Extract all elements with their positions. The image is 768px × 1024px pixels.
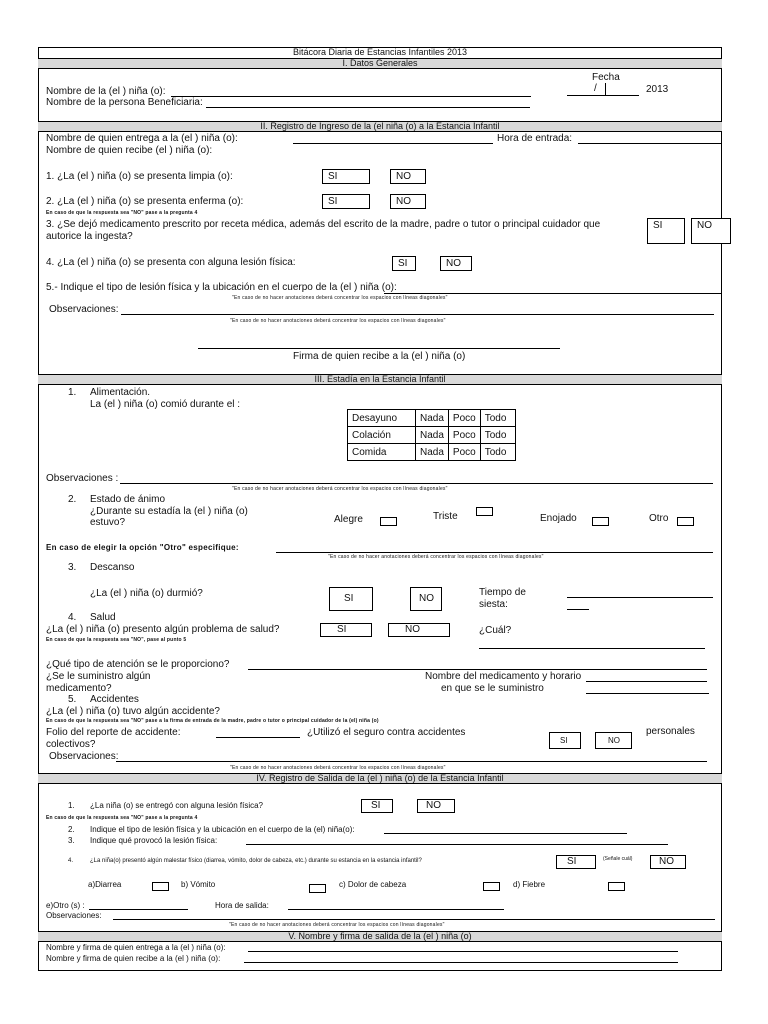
receives-signature-label: Nombre y firma de quien recibe a la (el ) niña (o): [46, 954, 221, 963]
mood-triste-label: Triste [433, 511, 458, 522]
food-title: Alimentación. [90, 387, 151, 398]
mood-title: Estado de ánimo [90, 494, 166, 505]
meal-table [347, 409, 516, 461]
q2-sick-label: 2. ¿La (el ) niña (o) se presenta enferma (o): [46, 196, 244, 207]
q3-medicine-label-cont: autorice la ingesta? [46, 231, 133, 242]
symptom-headache-checkbox[interactable] [483, 882, 500, 891]
exit-q4-label: ¿La niña(o) presentó algún malestar físico (diarrea, vómito, dolor de cabeza, etc.) durante su estancia en la estancia infantil? [90, 858, 422, 864]
which-label: ¿Cuál? [479, 625, 512, 636]
form-title: Bitácora Diaria de Estancias Infantiles 2013 [292, 47, 468, 57]
mood-otro-checkbox[interactable] [677, 517, 694, 526]
diagonal-note-3: "En caso de no hacer anotaciones deberá concentrar los espacios con líneas diagonales" [232, 486, 448, 492]
diagonal-note-4: "En caso de no hacer anotaciones deberá concentrar los espacios con líneas diagonales" [328, 554, 544, 560]
meal-option-poco[interactable]: Poco [448, 410, 480, 427]
other-symptom-line[interactable] [89, 909, 188, 910]
insurance-si-box[interactable]: SI [549, 732, 581, 749]
accident-observations-label: Observaciones: [49, 751, 119, 762]
other-specify-label: En caso de elegir la opción "Otro" especifique: [46, 543, 239, 552]
exit-observations-label: Observaciones: [46, 911, 102, 920]
care-line[interactable] [248, 669, 707, 670]
accident-observations-line[interactable] [116, 761, 707, 762]
food-question: La (el ) niña (o) comió durante el : [90, 399, 241, 410]
received-by-label: Nombre de quien recibe (el ) niña (o): [46, 145, 213, 156]
folio-line[interactable] [216, 737, 300, 738]
mood-question: ¿Durante su estadía la (el ) niña (o) [90, 506, 248, 517]
entry-time-label: Hora de entrada: [497, 133, 573, 144]
rest-title: Descanso [90, 562, 135, 573]
med-name-label: Nombre del medicamento y horario [425, 671, 582, 682]
other-specify-line[interactable] [276, 552, 713, 553]
symptom-vomito-label: b) Vómito [181, 880, 216, 889]
symptom-headache-label: c) Dolor de cabeza [339, 880, 407, 889]
section-registro-salida: IV. Registro de Salida de la (el ) niña (o) de la Estancia Infantil [38, 773, 722, 784]
mood-alegre-checkbox[interactable] [380, 517, 397, 526]
num-5: 5. [68, 694, 77, 705]
meal-option-todo[interactable]: Todo [480, 444, 515, 461]
collective-label: colectivos? [46, 739, 96, 750]
which-line[interactable] [479, 648, 705, 649]
exit-q2-line[interactable] [384, 833, 627, 834]
mood-question-cont: estuvo? [90, 517, 126, 528]
num-2: 2. [68, 494, 77, 505]
health-question: ¿La (el ) niña (o) presento algún problema de salud? [46, 624, 280, 635]
mood-alegre-label: Alegre [334, 514, 363, 525]
exit-note: En caso de que la respuesta sea "NO" pase a la pregunta 4 [46, 815, 198, 821]
exit-q3-line[interactable] [246, 844, 668, 845]
nap-time-line[interactable] [567, 597, 713, 598]
q2-si-box[interactable]: SI [322, 194, 370, 209]
q5-injury-line[interactable] [384, 293, 722, 294]
q4-no-box[interactable]: NO [440, 256, 472, 271]
section-firma-salida: V. Nombre y firma de salida de la (el ) niña (o) [38, 931, 722, 942]
child-name-label: Nombre de la (el ) niña (o): [46, 86, 166, 97]
mood-enojado-checkbox[interactable] [592, 517, 609, 526]
meal-row [348, 427, 516, 444]
q4-injury-label: 4. ¿La (el ) niña (o) se presenta con alguna lesión física: [46, 257, 296, 268]
accident-note: En caso de que la respuesta sea "NO" pase a la firma de entrada de la madre, padre o tutor o principal cuidador de la (el) niña (o) [46, 718, 379, 724]
exit-q1-no-box[interactable]: NO [417, 799, 455, 813]
q2-no-box[interactable]: NO [390, 194, 426, 209]
entry-observations-line[interactable] [121, 314, 714, 315]
beneficiary-line[interactable] [206, 107, 530, 108]
delivers-signature-line[interactable] [248, 951, 678, 952]
symptom-vomito-checkbox[interactable] [309, 884, 326, 893]
delivered-by-line[interactable] [293, 143, 493, 144]
q4-si-box[interactable]: SI [392, 256, 416, 271]
q1-no-box[interactable]: NO [390, 169, 426, 184]
exit-observations-line[interactable] [113, 919, 715, 920]
diagonal-note-1: "En caso de no hacer anotaciones deberá concentrar los espacios con líneas diagonales" [232, 295, 448, 301]
meal-row [348, 444, 516, 461]
insurance-no-box[interactable]: NO [595, 732, 632, 749]
health-title: Salud [90, 612, 116, 623]
med-name-label-cont: en que se le suministro [441, 683, 544, 694]
exit-time-label: Hora de salida: [215, 901, 269, 910]
num-3: 3. [68, 562, 77, 573]
exit-q1-label: ¿La niña (o) se entregó con alguna lesión física? [90, 801, 263, 810]
meal-name: Colación [348, 427, 416, 444]
meal-option-todo[interactable]: Todo [480, 410, 515, 427]
health-si-box[interactable]: SI [320, 623, 372, 637]
year-label: 2013 [646, 84, 669, 95]
section-datos-generales: I. Datos Generales [38, 58, 722, 69]
num-1: 1. [68, 387, 77, 398]
meal-row [348, 410, 516, 427]
meal-name: Desayuno [348, 410, 416, 427]
note-skip-q4: En caso de que la respuesta sea "NO" pase a la pregunta 4 [46, 210, 198, 216]
beneficiary-label: Nombre de la persona Beneficiaria: [46, 97, 203, 108]
exit-q2-label: Indique el tipo de lesión física y la ubicación en el cuerpo de la (el) niña(o): [90, 825, 355, 834]
q3-no-box[interactable]: NO [691, 218, 731, 244]
exit-num-2: 2. [68, 825, 75, 834]
personal-label: personales [646, 726, 695, 737]
nap-time-label-cont: siesta: [479, 599, 508, 610]
exit-q1-si-box[interactable]: SI [361, 799, 393, 813]
med-time-line[interactable] [586, 693, 709, 694]
signature-line[interactable] [198, 348, 560, 349]
q3-medicine-label: 3. ¿Se dejó medicamento prescrito por receta médica, además del escrito de la madre, padre o tutor o principal cuidador que [46, 219, 601, 230]
exit-time-line[interactable] [288, 909, 504, 910]
diagonal-note-2: "En caso de no hacer anotaciones deberá concentrar los espacios con líneas diagonales" [230, 318, 446, 324]
stay-observations-label: Observaciones : [46, 473, 119, 484]
date-label: Fecha [592, 72, 620, 83]
care-question: ¿Qué tipo de atención se le proporciono? [46, 659, 230, 670]
delivered-by-label: Nombre de quien entrega a la (el ) niña (o): [46, 133, 238, 144]
other-symptom-label: e)Otro (s) : [46, 901, 85, 910]
exit-num-1: 1. [68, 801, 75, 810]
rest-si-box[interactable]: SI [329, 587, 373, 611]
mood-triste-checkbox[interactable] [476, 507, 493, 516]
exit-q4-no-box[interactable]: NO [650, 855, 686, 869]
rest-no-box[interactable]: NO [410, 587, 442, 611]
diagonal-note-6: "En caso de no hacer anotaciones deberá concentrar los espacios con líneas diagonales" [229, 922, 445, 928]
folio-label: Folio del reporte de accidente: [46, 727, 181, 738]
meal-name: Comida [348, 444, 416, 461]
q5-injury-type-label: 5.- Indique el tipo de lesión física y la ubicación en el cuerpo de la (el ) niña (o): [46, 282, 397, 293]
med-name-line[interactable] [586, 681, 707, 682]
entry-observations-label: Observaciones: [49, 304, 119, 315]
mood-enojado-label: Enojado [540, 513, 577, 524]
meal-option-nada[interactable]: Nada [416, 410, 449, 427]
q3-si-box[interactable]: SI [647, 218, 685, 244]
symptom-diarrea-label: a)Diarrea [88, 880, 122, 889]
exit-num-4: 4. [68, 858, 74, 864]
symptom-diarrea-checkbox[interactable] [152, 882, 169, 891]
symptom-fever-label: d) Fiebre [513, 880, 546, 889]
mood-otro-label: Otro [649, 513, 669, 524]
diagonal-note-5: "En caso de no hacer anotaciones deberá concentrar los espacios con líneas diagonales" [230, 765, 446, 771]
meal-option-nada[interactable]: Nada [416, 427, 449, 444]
health-note: En caso de que la respuesta sea "NO", pase al punto 5 [46, 637, 187, 643]
mark-which-note: (Señale cuál) [603, 856, 633, 862]
nap-time-line-2[interactable] [567, 609, 589, 610]
health-no-box[interactable]: NO [388, 623, 450, 637]
stay-observations-line[interactable] [120, 483, 713, 484]
q1-si-box[interactable]: SI [322, 169, 370, 184]
exit-num-3: 3. [68, 836, 75, 845]
meal-option-nada[interactable]: Nada [416, 444, 449, 461]
meal-option-todo[interactable]: Todo [480, 427, 515, 444]
date-line[interactable] [567, 95, 639, 96]
section-registro-ingreso: II. Registro de Ingreso de la (el niña (o) a la Estancia Infantil [38, 121, 722, 132]
num-4: 4. [68, 612, 77, 623]
receives-signature-line[interactable] [244, 962, 678, 963]
meal-option-poco[interactable]: Poco [448, 444, 480, 461]
delivers-signature-label: Nombre y firma de quien entrega a la (el ) niña (o): [46, 943, 226, 952]
symptom-fever-checkbox[interactable] [608, 882, 625, 891]
nap-time-label: Tiempo de [479, 587, 526, 598]
exit-q3-label: Indique qué provocó la lesión física: [90, 836, 218, 845]
accidents-title: Accidentes [90, 694, 139, 705]
insurance-question: ¿Utilizó el seguro contra accidentes [307, 727, 466, 738]
entry-time-line[interactable] [578, 143, 722, 144]
child-name-line[interactable] [171, 96, 531, 97]
med-question-cont: medicamento? [46, 683, 112, 694]
rest-question: ¿La (el ) niña (o) durmió? [90, 588, 203, 599]
exit-q4-si-box[interactable]: SI [556, 855, 596, 869]
q1-clean-label: 1. ¿La (el ) niña (o) se presenta limpia (o): [46, 171, 233, 182]
section-estadia: III. Estadía en la Estancia Infantil [38, 374, 722, 385]
accident-question: ¿La (el ) niña (o) tuvo algún accidente? [46, 706, 220, 717]
med-question: ¿Se le suministro algún [46, 671, 151, 682]
date-separator: / [594, 83, 597, 94]
signature-label: Firma de quien recibe a la (el ) niña (o) [293, 351, 466, 362]
meal-option-poco[interactable]: Poco [448, 427, 480, 444]
date-divider [605, 83, 606, 95]
